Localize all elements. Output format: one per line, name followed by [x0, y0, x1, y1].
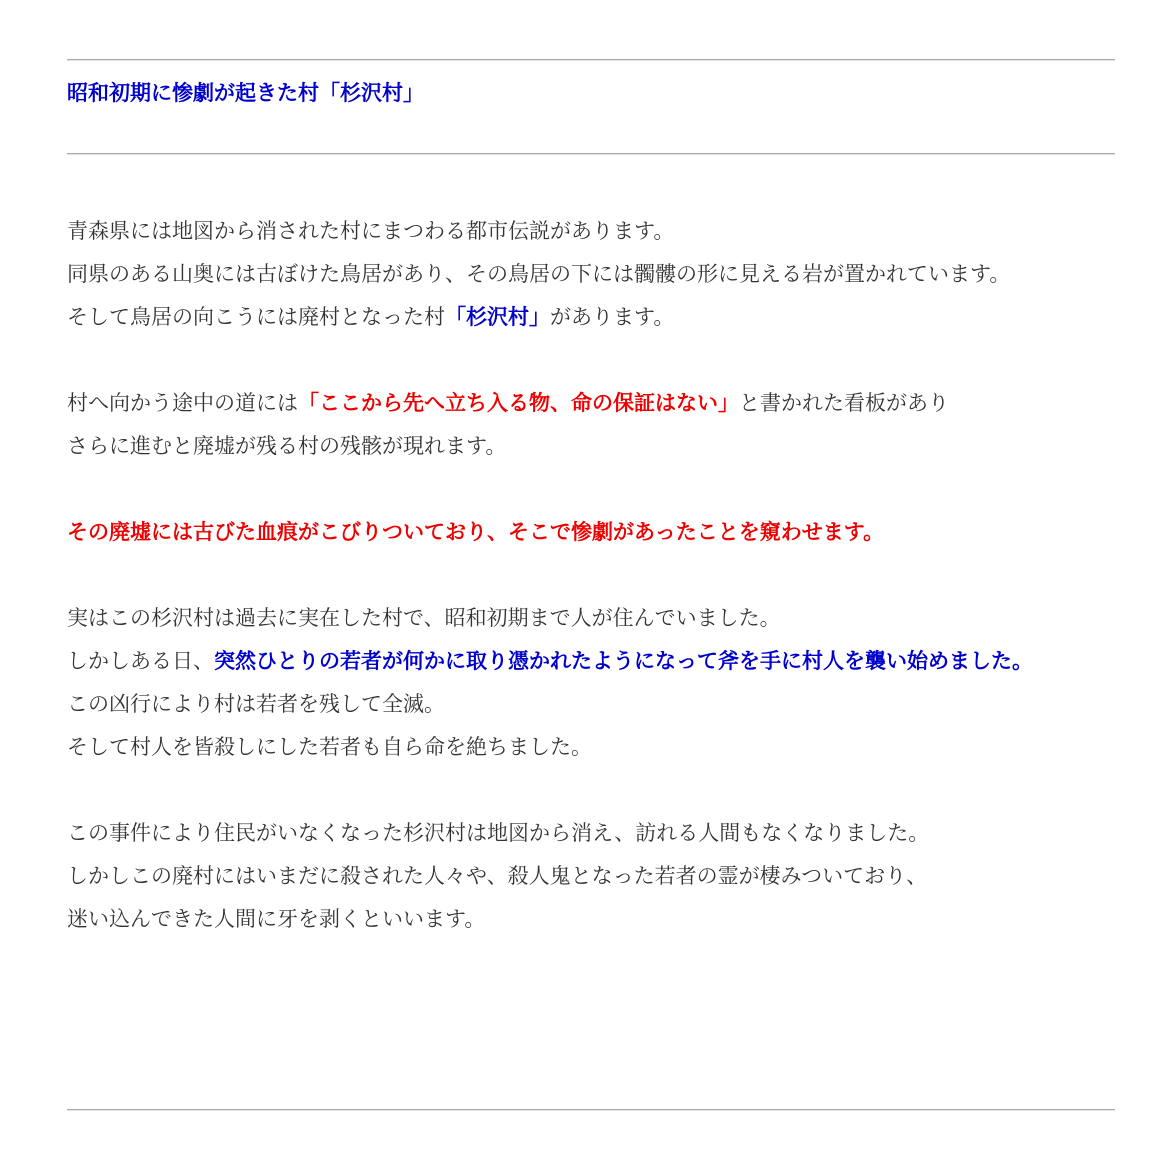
- bloodstain-emphasis: その廃墟には古びた血痕がこびりついており、そこで惨劇があったことを窺わせます。: [67, 520, 885, 544]
- text-line: この事件により住民がいなくなった杉沢村は地図から消え、訪れる人間もなくなりました。: [67, 821, 930, 845]
- text-line: この凶行により村は若者を残して全滅。: [67, 692, 445, 716]
- paragraph-history: [67, 597, 1112, 769]
- text-line: さらに進むと廃墟が残る村の残骸が現れます。: [67, 434, 507, 458]
- paragraph-intro: [67, 210, 1112, 339]
- text-line: [67, 296, 1112, 339]
- text-line: そして村人を皆殺しにした若者も自ら命を絶ちました。: [67, 735, 592, 759]
- text-segment: そして鳥居の向こうには廃村となった村: [67, 305, 445, 329]
- signboard-warning-emphasis: 「ここから先へ立ち入る物、命の保証はない」: [298, 391, 739, 415]
- article-heading: 昭和初期に惨劇が起きた村「杉沢村」: [67, 81, 424, 105]
- heading-divider: [67, 153, 1115, 155]
- text-segment: があります。: [550, 305, 675, 329]
- text-segment: しかしある日、: [67, 649, 214, 673]
- text-line: しかしこの廃村にはいまだに殺された人々や、殺人鬼となった若者の霊が棲みついており、: [67, 864, 928, 888]
- text-line: 同県のある山奥には古ぼけた鳥居があり、その鳥居の下には髑髏の形に見える岩が置かれています。: [67, 262, 1011, 286]
- text-line: 迷い込んできた人間に牙を剥くといいます。: [67, 907, 486, 931]
- bottom-divider: [67, 1109, 1115, 1111]
- incident-emphasis: 突然ひとりの若者が何かに取り憑かれたようになって斧を手に村人を襲い始めました。: [214, 649, 1033, 673]
- top-divider: [67, 59, 1115, 61]
- paragraph-signboard: [67, 382, 1112, 468]
- text-line: 青森県には地図から消された村にまつわる都市伝説があります。: [67, 219, 675, 243]
- text-line: [67, 382, 1112, 425]
- village-name-emphasis: 「杉沢村」: [445, 305, 550, 329]
- paragraph-bloodstains: [67, 511, 1112, 554]
- text-segment: 村へ向かう途中の道には: [67, 391, 298, 415]
- article-body: [67, 210, 1112, 941]
- paragraph-aftermath: [67, 812, 1112, 941]
- text-segment: と書かれた看板があり: [739, 391, 949, 415]
- text-line: 実はこの杉沢村は過去に実在した村で、昭和初期まで人が住んでいました。: [67, 606, 781, 630]
- text-line: [67, 640, 1112, 683]
